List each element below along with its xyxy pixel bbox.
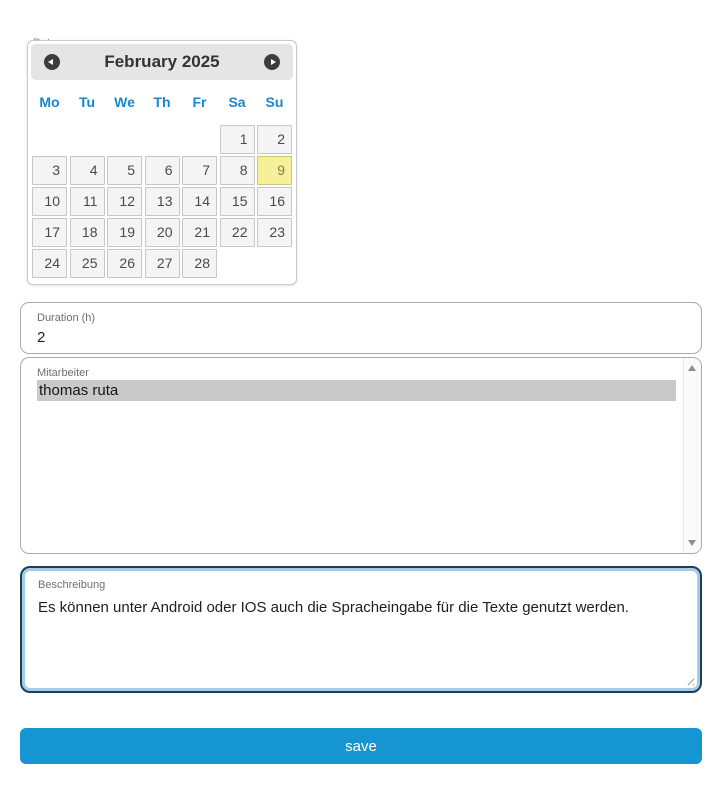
calendar-day-cell[interactable]: 10: [32, 187, 67, 216]
calendar-day-cell[interactable]: 20: [145, 218, 180, 247]
beschreibung-field[interactable]: [20, 566, 702, 693]
calendar-day-cell[interactable]: 19: [107, 218, 142, 247]
calendar-week-row: [31, 156, 293, 185]
calendar-day-cell[interactable]: 7: [182, 156, 217, 185]
calendar-day-cell[interactable]: 11: [70, 187, 105, 216]
scroll-down-icon[interactable]: [688, 540, 696, 546]
duration-field[interactable]: [20, 302, 702, 354]
calendar-day-cell[interactable]: 8: [220, 156, 255, 185]
calendar-day-cell[interactable]: 4: [70, 156, 105, 185]
calendar-day-cell[interactable]: 3: [32, 156, 67, 185]
datepicker: [27, 40, 297, 285]
calendar-day-cell[interactable]: 15: [220, 187, 255, 216]
calendar-day-cell[interactable]: 21: [182, 218, 217, 247]
calendar-grid: [31, 125, 293, 278]
calendar-day-cell[interactable]: 22: [220, 218, 255, 247]
calendar-day-cell[interactable]: 27: [145, 249, 180, 278]
calendar-day-cell[interactable]: 13: [145, 187, 180, 216]
calendar-day-cell[interactable]: 28: [182, 249, 217, 278]
calendar-day-cell[interactable]: 18: [70, 218, 105, 247]
save-button[interactable]: save: [20, 728, 702, 764]
calendar-week-row: [31, 218, 293, 247]
duration-input[interactable]: [37, 329, 637, 346]
mitarbeiter-label: Mitarbeiter: [37, 367, 89, 379]
datepicker-header: [31, 44, 293, 80]
calendar-day-cell[interactable]: 6: [145, 156, 180, 185]
weekday-fr: Fr: [192, 94, 207, 110]
prev-month-icon[interactable]: [44, 54, 60, 70]
calendar-empty-cell: [107, 125, 142, 154]
scroll-up-icon[interactable]: [688, 365, 696, 371]
calendar-day-cell[interactable]: 5: [107, 156, 142, 185]
calendar-day-cell[interactable]: 16: [257, 187, 292, 216]
calendar-day-cell[interactable]: 2: [257, 125, 292, 154]
beschreibung-label: Beschreibung: [38, 579, 106, 591]
calendar-empty-cell: [257, 249, 292, 278]
weekday-we: We: [114, 94, 135, 110]
calendar-day-cell[interactable]: 23: [257, 218, 292, 247]
calendar-day-cell[interactable]: 1: [220, 125, 255, 154]
weekday-sa: Sa: [228, 94, 246, 110]
duration-label: Duration (h): [37, 312, 96, 324]
weekday-mo: Mo: [39, 94, 60, 110]
mitarbeiter-option-selected[interactable]: thomas ruta: [37, 380, 676, 401]
next-month-icon[interactable]: [264, 54, 280, 70]
calendar-empty-cell: [145, 125, 180, 154]
beschreibung-textarea[interactable]: [38, 599, 678, 679]
calendar-empty-cell: [32, 125, 67, 154]
calendar-day-cell[interactable]: 24: [32, 249, 67, 278]
calendar-day-cell[interactable]: 14: [182, 187, 217, 216]
calendar-week-row: [31, 249, 293, 278]
calendar-day-cell-selected[interactable]: 9: [257, 156, 292, 185]
calendar-empty-cell: [220, 249, 255, 278]
calendar-day-cell[interactable]: 17: [32, 218, 67, 247]
calendar-empty-cell: [70, 125, 105, 154]
datepicker-month-title: February 2025: [104, 52, 220, 71]
weekday-tu: Tu: [78, 94, 96, 110]
calendar-day-cell[interactable]: 12: [107, 187, 142, 216]
weekday-header-row: [31, 94, 293, 110]
calendar-day-cell[interactable]: 25: [70, 249, 105, 278]
calendar-day-cell[interactable]: 26: [107, 249, 142, 278]
resize-grip-icon[interactable]: [684, 675, 694, 685]
listbox-scrollbar[interactable]: [683, 358, 701, 553]
calendar-empty-cell: [182, 125, 217, 154]
calendar-week-row: [31, 187, 293, 216]
weekday-th: Th: [153, 94, 171, 110]
weekday-su: Su: [265, 94, 284, 110]
mitarbeiter-listbox[interactable]: [20, 357, 702, 554]
calendar-week-row: [31, 125, 293, 154]
